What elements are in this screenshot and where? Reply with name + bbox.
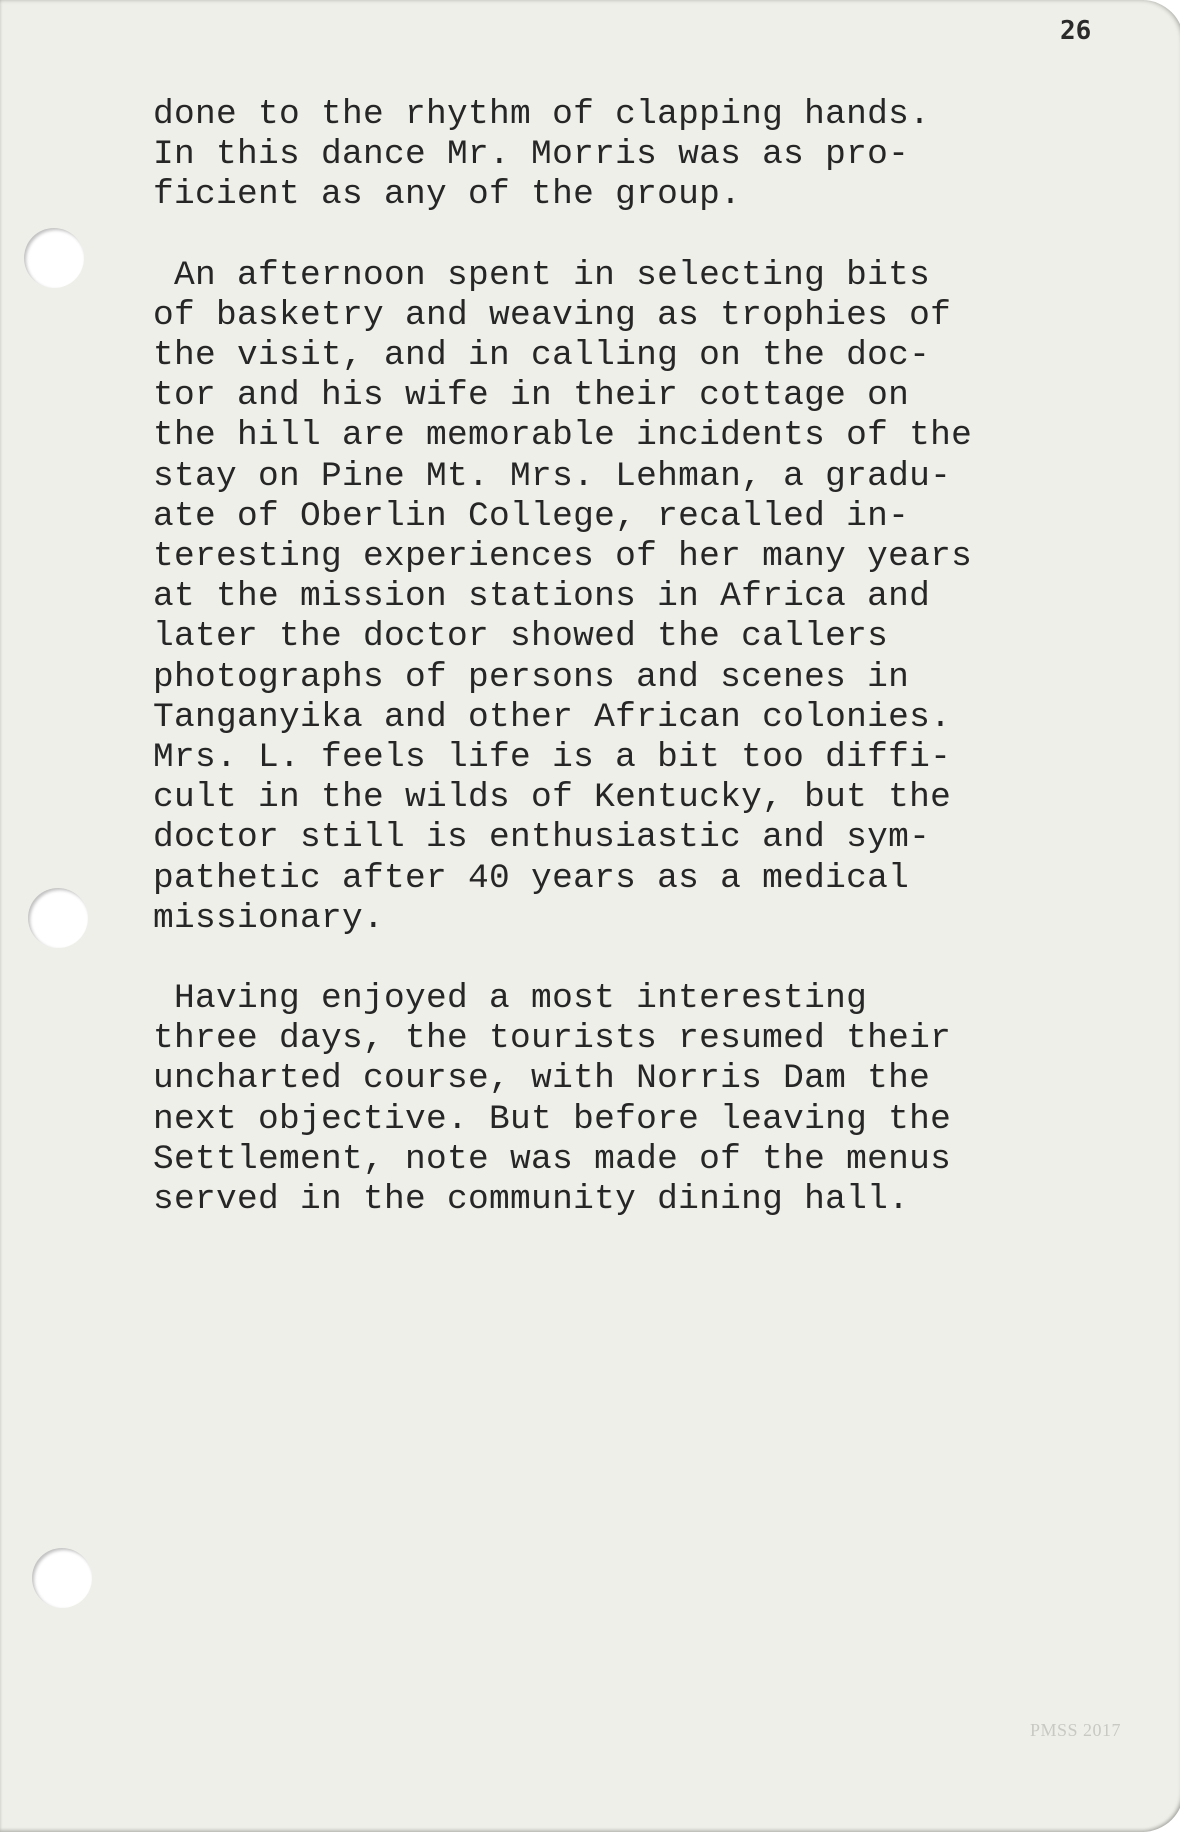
- text-line: Mrs. L. feels life is a bit too diffi-: [153, 738, 952, 778]
- text-line: missionary.: [153, 898, 385, 938]
- text-line: Having enjoyed a most interesting: [153, 979, 868, 1019]
- punch-hole: [24, 228, 84, 288]
- text-line: Tanganyika and other African colonies.: [153, 697, 952, 737]
- text-line: ficient as any of the group.: [153, 175, 742, 215]
- text-line: later the doctor showed the callers: [153, 617, 889, 657]
- text-line: An afternoon spent in selecting bits: [153, 255, 931, 295]
- text-line: pathetic after 40 years as a medical: [153, 858, 910, 898]
- text-line: Settlement, note was made of the menus: [153, 1139, 952, 1179]
- text-line: the hill are memorable incidents of the: [153, 416, 973, 456]
- text-line: next objective. But before leaving the: [153, 1099, 952, 1139]
- text-line: In this dance Mr. Morris was as pro-: [153, 135, 910, 175]
- typed-body-text: [153, 95, 1113, 1260]
- text-line: of basketry and weaving as trophies of: [153, 295, 952, 335]
- text-line: at the mission stations in Africa and: [153, 577, 931, 617]
- text-line: doctor still is enthusiastic and sym-: [153, 818, 931, 858]
- paragraph-3: [153, 979, 1113, 1220]
- page-background-edge: [1180, 0, 1200, 1832]
- text-line: served in the community dining hall.: [153, 1180, 910, 1220]
- text-line: tor and his wife in their cottage on: [153, 376, 910, 416]
- paragraph-2: [153, 256, 1113, 939]
- text-line: teresting experiences of her many years: [153, 537, 973, 577]
- punch-hole: [32, 1548, 92, 1608]
- text-line: photographs of persons and scenes in: [153, 657, 910, 697]
- text-line: cult in the wilds of Kentucky, but the: [153, 778, 952, 818]
- text-line: stay on Pine Mt. Mrs. Lehman, a gradu-: [153, 456, 952, 496]
- paragraph-1: [153, 95, 1113, 216]
- punch-hole: [28, 888, 88, 948]
- text-line: uncharted course, with Norris Dam the: [153, 1059, 931, 1099]
- archive-watermark: PMSS 2017: [1030, 1720, 1122, 1740]
- page-number: 26: [1060, 16, 1092, 46]
- text-line: done to the rhythm of clapping hands.: [153, 95, 931, 134]
- text-line: the visit, and in calling on the doc-: [153, 336, 931, 376]
- text-line: three days, the tourists resumed their: [153, 1019, 952, 1059]
- text-line: ate of Oberlin College, recalled in-: [153, 496, 910, 536]
